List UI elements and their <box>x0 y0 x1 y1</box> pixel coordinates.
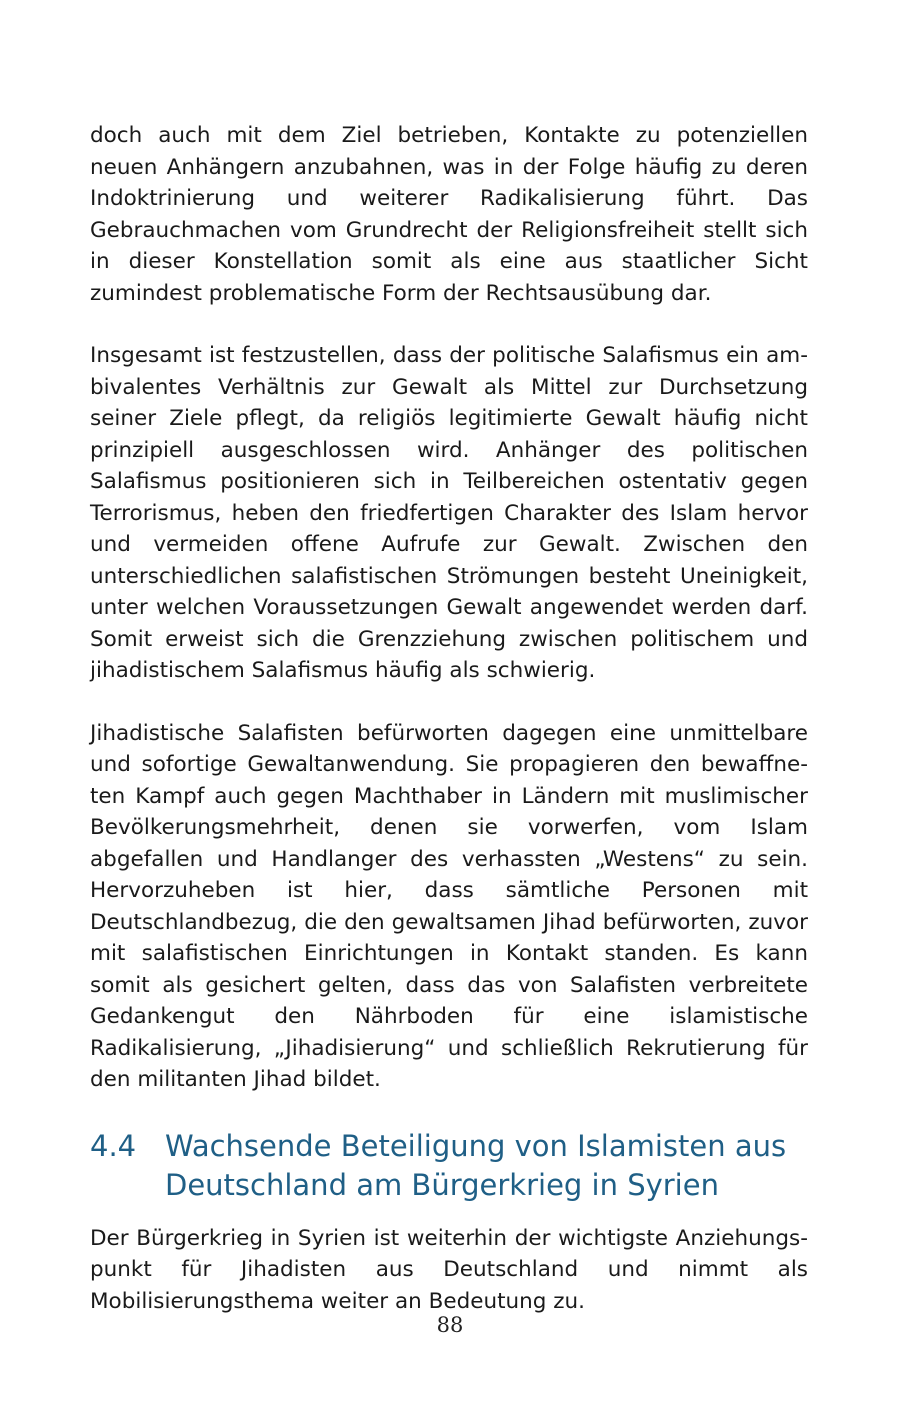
page-body <box>90 120 808 1348</box>
section-heading <box>90 1127 808 1205</box>
paragraph-1: doch auch mit dem Ziel betrieben, Kontakte zu potenziellen neuen Anhängern anzubahnen, was in der Folge häufig zu deren Indoktrinierung und weiterer Radikalisierung führt. Das Gebrauchmachen vom Grundrecht der Religionsfreiheit stellt sich in dieser Konstellation somit als eine aus staatlicher Sicht zumindest problematische Form der Rechtsausübung dar. <box>90 123 808 306</box>
paragraph-3: Jihadistische Salafisten befürworten dagegen eine unmittelbare und sofortige Gewaltanwendung. Sie propagieren den bewaffneten Kampf auch gegen Machthaber in Ländern mit muslimischer Bevölkerungsmehrheit, denen sie vorwerfen, vom Islam abgefallen und Handlanger des verhassten „Westens“ zu sein. Hervorzuheben ist hier, dass sämtliche Personen mit Deutschlandbezug, die den gewaltsamen Jihad befürworten, zuvor mit salafistischen Einrichtungen in Kontakt standen. Es kann somit als gesichert gelten, dass das von Salafisten verbreitete Gedankengut den Nährboden für eine islamistische Radikalisierung, „Jihadisierung“ und schließlich Rekrutierung für den militanten Jihad bildet. <box>90 720 808 1092</box>
page-number: 88 <box>436 1313 464 1337</box>
paragraph-2: Insgesamt ist festzustellen, dass der politische Salafismus ein ambivalentes Verhältnis zur Gewalt als Mittel zur Durchsetzung seiner Ziele pflegt, da religiös legitimierte Gewalt häufig nicht prinzipiell ausgeschlossen wird. Anhänger des politischen Salafismus positionieren sich in Teilbereichen ostentativ gegen Terrorismus, heben den friedfertigen Charakter des Islam hervor und vermeiden offene Aufrufe zur Gewalt. Zwischen den unterschiedlichen salafistischen Strömungen besteht Uneinigkeit, unter welchen Voraussetzungen Gewalt angewendet werden darf. Somit erweist sich die Grenzziehung zwischen politischem und jihadistischem Salafismus häufig als schwierig. <box>90 343 808 683</box>
section-title: Wachsende Beteiligung von Islamisten aus Deutschland am Bürgerkrieg in Syrien <box>165 1128 787 1202</box>
section-number: 4.4 <box>90 1128 137 1163</box>
section-paragraph: Der Bürgerkrieg in Syrien ist weiterhin der wichtigste Anziehungspunkt für Jihadisten aus Deutschland und nimmt als Mobilisierungsthema weiter an Bedeutung zu. <box>90 1225 808 1314</box>
